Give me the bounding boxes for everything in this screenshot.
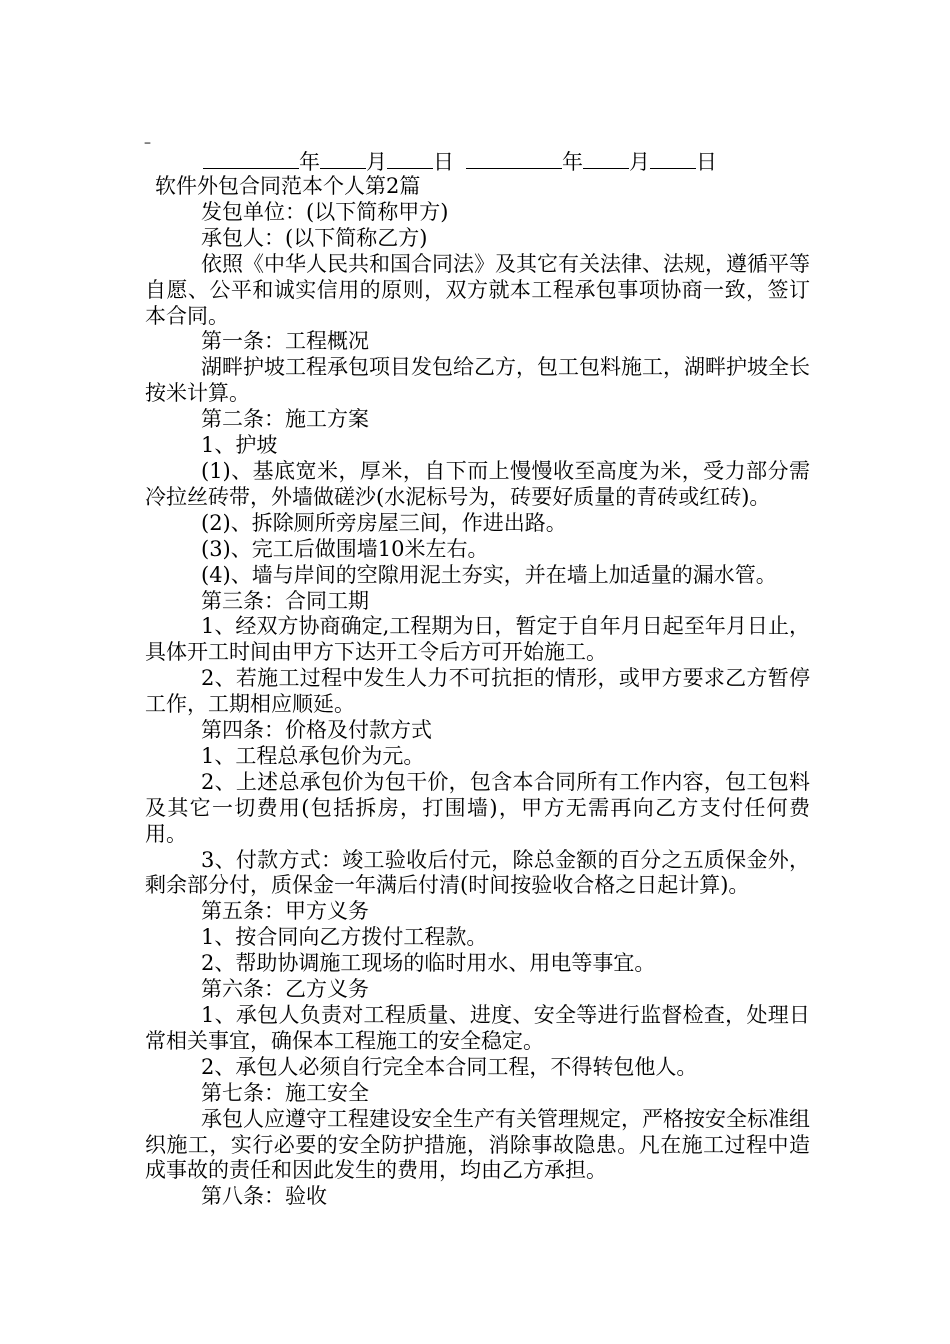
corner-mark: – bbox=[144, 135, 151, 151]
article-4-item: 2、上述总承包价为包干价，包含本合同所有工作内容，包工包料及其它一切费用(包括拆房，打围墙)，甲方无需再向乙方支付任何费用。 bbox=[145, 769, 810, 846]
article-2-item: (3)、完工后做围墙10米左右。 bbox=[201, 536, 489, 561]
party-a-line: 发包单位：(以下简称甲方) bbox=[201, 199, 449, 224]
article-6-item: 2、承包人必须自行完全本合同工程，不得转包他人。 bbox=[201, 1054, 698, 1079]
date-year-label: 年 bbox=[562, 150, 583, 174]
date-blank bbox=[466, 148, 562, 169]
date-blank bbox=[320, 148, 366, 169]
article-8-heading: 第八条：验收 bbox=[201, 1184, 327, 1209]
article-1-heading: 第一条：工程概况 bbox=[201, 329, 369, 354]
date-day-label: 日 bbox=[696, 150, 717, 174]
date-month-label: 月 bbox=[629, 150, 650, 174]
date-blank bbox=[203, 148, 299, 169]
date-day-label: 日 bbox=[433, 150, 454, 174]
article-2-heading: 第二条：施工方案 bbox=[201, 407, 369, 432]
article-5-heading: 第五条：甲方义务 bbox=[201, 899, 369, 924]
article-4-item: 1、工程总承包价为元。 bbox=[201, 743, 425, 768]
date-blank bbox=[583, 148, 629, 169]
date-line bbox=[203, 148, 717, 175]
article-3-item: 2、若施工过程中发生人力不可抗拒的情形，或甲方要求乙方暂停工作，工期相应顺延。 bbox=[145, 666, 810, 717]
article-7-body: 承包人应遵守工程建设安全生产有关管理规定，严格按安全标准组织施工，实行必要的安全防护措施，消除事故隐患。凡在施工过程中造成事故的责任和因此发生的费用，均由乙方承担。 bbox=[145, 1106, 810, 1183]
article-6-heading: 第六条：乙方义务 bbox=[201, 977, 369, 1002]
date-blank bbox=[387, 148, 433, 169]
article-3-item: 1、经双方协商确定,工程期为日，暂定于自年月日起至年月日止，具体开工时间由甲方下达开工令后方可开始施工。 bbox=[145, 614, 810, 665]
article-4-item: 3、付款方式：竣工验收后付元，除总金额的百分之五质保金外，剩余部分付，质保金一年满后付清(时间按验收合格之日起计算)。 bbox=[145, 847, 810, 898]
date-year-label: 年 bbox=[299, 150, 320, 174]
article-7-heading: 第七条：施工安全 bbox=[201, 1080, 369, 1105]
article-2-subheading: 1、护坡 bbox=[201, 433, 278, 458]
article-6-item: 1、承包人负责对工程质量、进度、安全等进行监督检查，处理日常相关事宜，确保本工程施工的安全稳定。 bbox=[145, 1003, 810, 1053]
party-b-line: 承包人：(以下简称乙方) bbox=[201, 225, 428, 250]
document-title: 软件外包合同范本个人第2篇 bbox=[155, 174, 421, 198]
article-2-item: (2)、拆除厕所旁房屋三间，作进出路。 bbox=[201, 510, 567, 535]
article-2-item: (1)、基底宽米，厚米，自下而上慢慢收至高度为米，受力部分需冷拉丝砖带，外墙做磋沙(水泥标号为，砖要好质量的青砖或红砖)。 bbox=[145, 458, 810, 509]
date-month-label: 月 bbox=[366, 150, 387, 174]
contract-body bbox=[145, 174, 810, 1210]
date-blank bbox=[650, 148, 696, 169]
article-2-item: (4)、墙与岸间的空隙用泥土夯实，并在墙上加适量的漏水管。 bbox=[201, 562, 777, 587]
article-1-body: 湖畔护坡工程承包项目发包给乙方，包工包料施工，湖畔护坡全长按米计算。 bbox=[145, 355, 810, 406]
article-5-item: 2、帮助协调施工现场的临时用水、用电等事宜。 bbox=[201, 951, 656, 976]
preamble-paragraph: 依照《中华人民共和国合同法》及其它有关法律、法规，遵循平等自愿、公平和诚实信用的原则，双方就本工程承包事项协商一致，签订本合同。 bbox=[145, 251, 810, 328]
article-5-item: 1、按合同向乙方拨付工程款。 bbox=[201, 925, 488, 950]
article-4-heading: 第四条：价格及付款方式 bbox=[201, 718, 432, 743]
article-3-heading: 第三条：合同工期 bbox=[201, 588, 369, 613]
